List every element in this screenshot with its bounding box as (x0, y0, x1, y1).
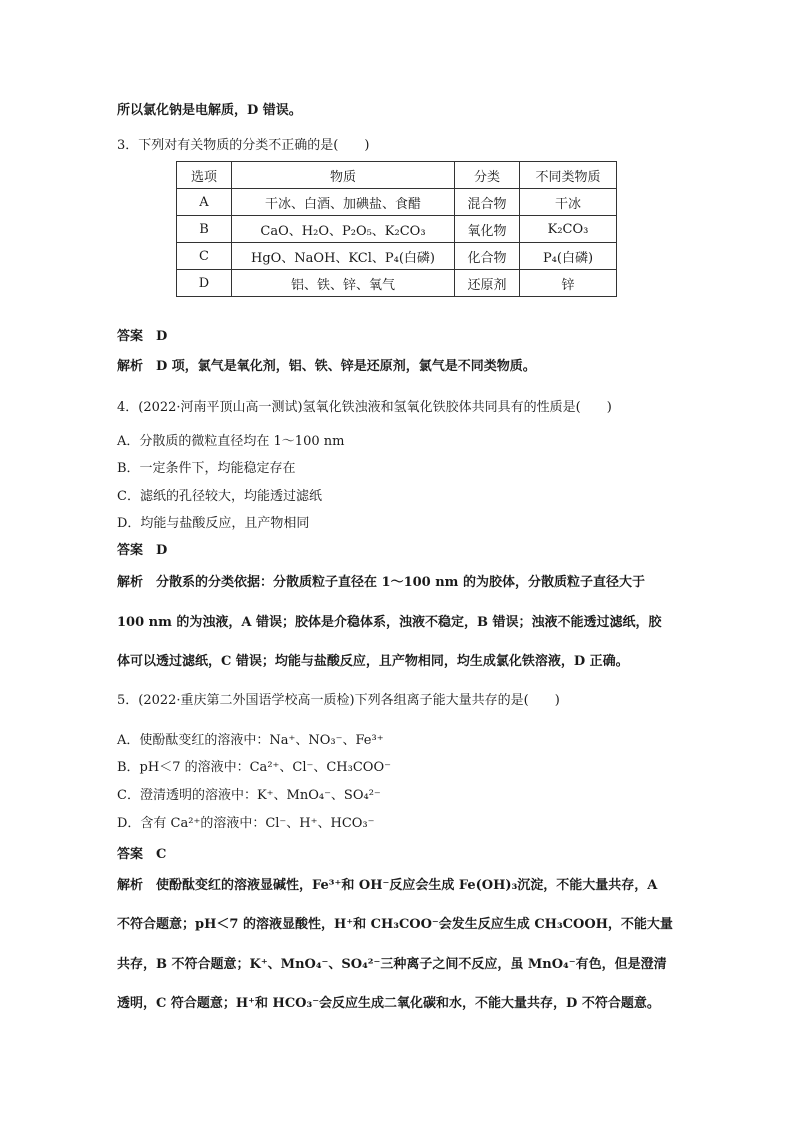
table-header: 选项 (177, 162, 232, 189)
explanation-5-line: 解析 使酚酞变红的溶液显碱性，Fe³⁺和 OH⁻反应会生成 Fe(OH)₃沉淀，不能大量共存，A (117, 878, 658, 893)
table-row (177, 189, 617, 216)
table-cell: P₄(白磷) (520, 243, 617, 270)
table-row (177, 243, 617, 270)
explanation-5-line: 共存，B 不符合题意；K⁺、MnO₄⁻、SO₄²⁻三种离子之间不反应，虽 MnO₄⁻有色，但是澄清 (117, 957, 667, 972)
option-d: D．含有 Ca²⁺的溶液中：Cl⁻、H⁺、HCO₃⁻ (117, 816, 375, 831)
option-a: A．使酚酞变红的溶液中：Na⁺、NO₃⁻、Fe³⁺ (117, 733, 384, 748)
answer-3: 答案 D (117, 329, 168, 344)
question-3: 3．下列对有关物质的分类不正确的是( ) (117, 138, 370, 153)
explanation-5-line: 不符合题意；pH＜7 的溶液显酸性，H⁺和 CH₃COO⁻会发生反应生成 CH₃COOH，不能大量 (117, 917, 673, 932)
classification-table (176, 161, 617, 297)
table-row (177, 216, 617, 243)
explanation-4-line: 解析 分散系的分类依据：分散质粒子直径在 1～100 nm 的为胶体，分散质粒子直径大于 (117, 575, 645, 590)
table-cell: HgO、NaOH、KCl、P₄(白磷) (232, 243, 455, 270)
answer-4: 答案 D (117, 543, 168, 558)
table-cell: C (177, 243, 232, 270)
table-cell: 干冰、白酒、加碘盐、食醋 (232, 189, 455, 216)
explanation-3: 解析 D 项，氯气是氧化剂，铝、铁、锌是还原剂，氯气是不同类物质。 (117, 359, 536, 374)
option-d: D．均能与盐酸反应，且产物相同 (117, 516, 310, 531)
table-cell: 干冰 (520, 189, 617, 216)
table-cell: D (177, 270, 232, 297)
table-cell: 化合物 (455, 243, 520, 270)
option-c: C．滤纸的孔径较大，均能透过滤纸 (117, 489, 322, 504)
table-header-row (177, 162, 617, 189)
answer-5: 答案 C (117, 847, 167, 862)
paragraph-line: 所以氯化钠是电解质，D 错误。 (117, 103, 302, 118)
option-b: B．pH＜7 的溶液中：Ca²⁺、Cl⁻、CH₃COO⁻ (117, 760, 391, 775)
table-header: 分类 (455, 162, 520, 189)
explanation-4-line: 体可以透过滤纸，C 错误；均能与盐酸反应，且产物相同，均生成氯化铁溶液，D 正确。 (117, 654, 629, 669)
question-4: 4．(2022·河南平顶山高一测试)氢氧化铁浊液和氢氧化铁胶体共同具有的性质是( ) (117, 400, 612, 415)
table-cell: K₂CO₃ (520, 216, 617, 243)
option-a: A．分散质的微粒直径均在 1～100 nm (117, 434, 345, 449)
table-cell: 锌 (520, 270, 617, 297)
table-cell: 混合物 (455, 189, 520, 216)
table-row (177, 270, 617, 297)
option-b: B．一定条件下，均能稳定存在 (117, 461, 296, 476)
table-cell: CaO、H₂O、P₂O₅、K₂CO₃ (232, 216, 455, 243)
explanation-5-line: 透明，C 符合题意；H⁺和 HCO₃⁻会反应生成二氧化碳和水，不能大量共存，D 不符合题意。 (117, 996, 660, 1011)
table-cell: 氧化物 (455, 216, 520, 243)
table-cell: A (177, 189, 232, 216)
table-header: 物质 (232, 162, 455, 189)
table-cell: B (177, 216, 232, 243)
explanation-4-line: 100 nm 的为浊液，A 错误；胶体是介稳体系，浊液不稳定，B 错误；浊液不能透过滤纸，胶 (117, 615, 662, 630)
table-cell: 铝、铁、锌、氧气 (232, 270, 455, 297)
table-header: 不同类物质 (520, 162, 617, 189)
option-c: C．澄清透明的溶液中：K⁺、MnO₄⁻、SO₄²⁻ (117, 788, 381, 803)
question-5: 5．(2022·重庆第二外国语学校高一质检)下列各组离子能大量共存的是( ) (117, 693, 560, 708)
table-cell: 还原剂 (455, 270, 520, 297)
